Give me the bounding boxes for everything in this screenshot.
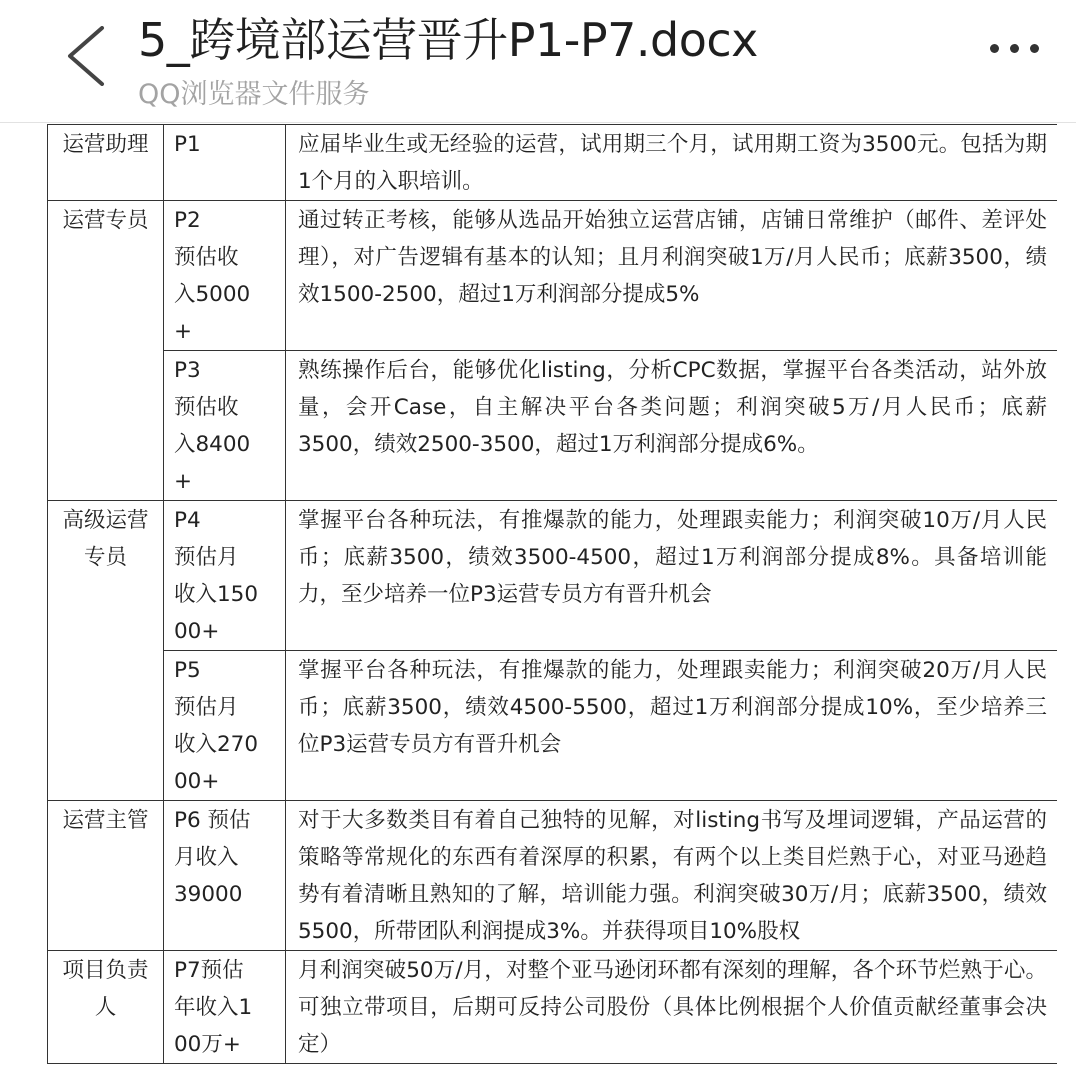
description-cell: 通过转正考核，能够从选品开始独立运营店铺，店铺日常维护（邮件、差评处理），对广告逻辑有基本的认知；且月利润突破1万/月人民币；底薪3500，绩效1500-2500，超过1万利润部分提成5% <box>286 201 1058 351</box>
description-cell: 对于大多数类目有着自己独特的见解，对listing书写及埋词逻辑，产品运营的策略等常规化的东西有着深厚的积累，有两个以上类目烂熟于心，对亚马逊趋势有着清晰且熟知的了解，培训能力强。利润突破30万/月；底薪3500，绩效5500，所带团队利润提成3%。并获得项目10%股权 <box>286 801 1058 951</box>
table-row <box>48 501 1058 651</box>
more-dots-icon <box>990 44 999 53</box>
back-button[interactable] <box>62 26 112 86</box>
level-cell: P4 预估月 收入150 00+ <box>164 501 286 651</box>
role-cell: 运营专员 <box>48 201 164 501</box>
promotion-table <box>47 124 1057 1064</box>
level-cell: P5 预估月 收入270 00+ <box>164 651 286 801</box>
table-row <box>48 951 1058 1064</box>
description-cell: 熟练操作后台，能够优化listing，分析CPC数据，掌握平台各类活动，站外放量，会开Case，自主解决平台各类问题；利润突破5万/月人民币；底薪3500，绩效2500-3500，超过1万利润部分提成6%。 <box>286 351 1058 501</box>
table-row <box>48 801 1058 951</box>
level-cell: P3 预估收 入8400 + <box>164 351 286 501</box>
description-cell: 掌握平台各种玩法，有推爆款的能力，处理跟卖能力；利润突破10万/月人民币；底薪3500，绩效3500-4500，超过1万利润部分提成8%。具备培训能力，至少培养一位P3运营专员方有晋升机会 <box>286 501 1058 651</box>
description-cell: 月利润突破50万/月，对整个亚马逊闭环都有深刻的理解，各个环节烂熟于心。可独立带项目，后期可反持公司股份（具体比例根据个人价值贡献经董事会决定） <box>286 951 1058 1064</box>
role-cell: 高级运营专员 <box>48 501 164 801</box>
description-cell: 掌握平台各种玩法，有推爆款的能力，处理跟卖能力；利润突破20万/月人民币；底薪3500，绩效4500-5500，超过1万利润部分提成10%，至少培养三位P3运营专员方有晋升机会 <box>286 651 1058 801</box>
table-row <box>48 651 1058 801</box>
role-cell: 项目负责人 <box>48 951 164 1064</box>
app-header <box>0 0 1076 123</box>
role-cell: 运营助理 <box>48 125 164 201</box>
chevron-left-icon <box>62 26 112 86</box>
role-cell: 运营主管 <box>48 801 164 951</box>
level-cell: P2 预估收 入5000 + <box>164 201 286 351</box>
document-viewer[interactable] <box>47 124 1057 1066</box>
more-button[interactable] <box>990 38 1050 58</box>
document-title: 5_跨境部运营晋升P1-P7.docx <box>138 13 758 67</box>
level-cell: P6 预估 月收入 39000 <box>164 801 286 951</box>
level-cell: P1 <box>164 125 286 201</box>
table-row <box>48 125 1058 201</box>
level-cell: P7预估 年收入1 00万+ <box>164 951 286 1064</box>
description-cell: 应届毕业生或无经验的运营，试用期三个月，试用期工资为3500元。包括为期1个月的入职培训。 <box>286 125 1058 201</box>
table-row <box>48 201 1058 351</box>
document-source: QQ浏览器文件服务 <box>138 79 370 110</box>
table-row <box>48 351 1058 501</box>
